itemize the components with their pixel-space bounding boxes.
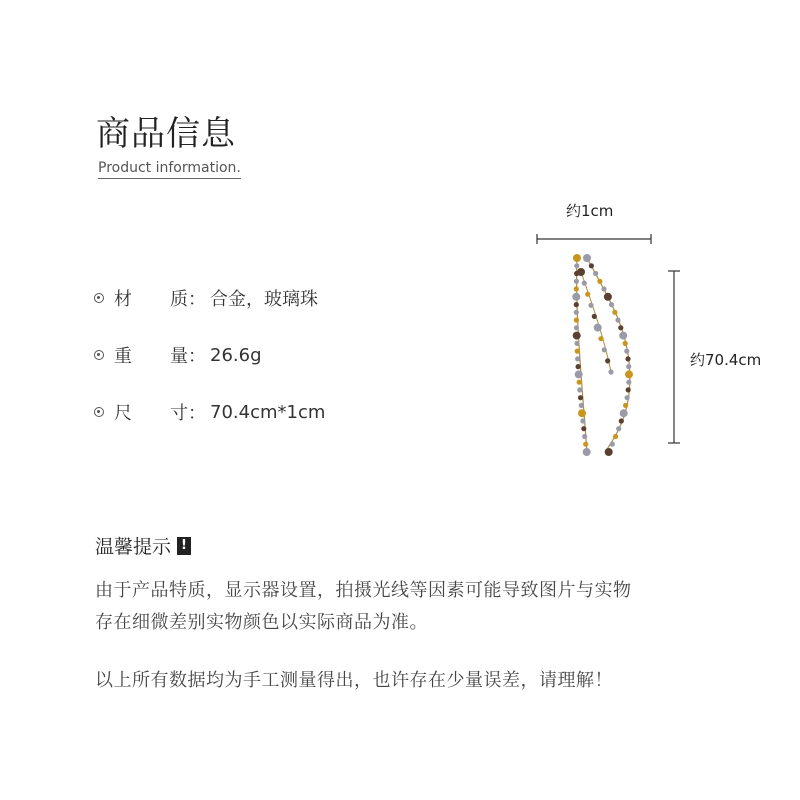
page-title: 商品信息 [96,114,236,154]
notice-title: 温馨提示 ! [95,532,191,559]
necklace-bead [618,325,623,330]
notice-line-1: 由于产品特质，显示器设置，拍摄光线等因素可能导致图片与实物 [95,580,632,601]
width-dimension-label: 约1cm [566,202,614,220]
necklace-bead [626,387,631,392]
necklace-bead [576,364,581,369]
necklace-bead [612,310,617,315]
necklace-bead [615,318,620,323]
necklace-bead [610,442,615,447]
spec-label: 重 量： [114,346,206,367]
necklace-bead [619,332,627,340]
necklace-bead [583,448,591,456]
necklace-bead [582,434,587,439]
necklace-bead [573,254,581,262]
necklace-bead [601,286,606,291]
notice-line-2: 存在细微差别实物颜色以实际商品为准。 [95,612,428,633]
necklace-bead [574,325,579,330]
necklace-bead [579,403,584,408]
necklace-bead [574,310,579,315]
spec-row-size [94,398,325,426]
bullet-icon [94,407,104,417]
necklace-bead [626,380,631,385]
bullet-icon [94,293,104,303]
necklace-beads [572,254,633,456]
necklace-bead [573,332,581,340]
necklace-bead [583,442,588,447]
bullet-icon [94,350,104,360]
necklace-bead [623,403,628,408]
necklace-bead [589,263,594,268]
necklace-bead [575,356,580,361]
necklace-bead [578,395,583,400]
necklace-bead [594,324,602,332]
necklace-bead [574,263,579,268]
necklace-bead [625,370,633,378]
necklace-bead [616,426,621,431]
spec-label: 材 质： [114,289,206,310]
spec-row-weight [94,341,262,369]
necklace-bead [585,292,590,297]
necklace-bead [598,336,603,341]
width-dimension-line [536,232,652,246]
necklace-bead [624,349,629,354]
necklace-bead [626,364,631,369]
necklace-bead [597,279,602,284]
necklace-bead [575,349,580,354]
necklace-bead [581,426,586,431]
necklace-bead [578,409,586,417]
notice-line-3: 以上所有数据均为手工测量得出，也许存在少量误差，请理解！ [95,670,613,691]
necklace-bead [572,293,580,301]
necklace-bead [605,358,610,363]
necklace-bead [604,293,612,301]
necklace-bead [582,281,587,286]
necklace-bead [575,370,583,378]
necklace-bead [577,380,582,385]
necklace-bead [625,356,630,361]
necklace-bead [577,387,582,392]
spec-value-size: 70.4cm*1cm [210,401,326,423]
necklace-bead [608,369,613,374]
page-subtitle: Product information. [98,160,241,179]
length-dimension-line [666,270,682,444]
spec-value-weight: 26.6g [210,344,262,366]
exclamation-icon: ! [177,537,191,555]
necklace-bead [580,418,585,423]
necklace-bead [592,314,597,319]
necklace-bead [574,302,579,307]
necklace-bead [619,418,624,423]
necklace-bead [620,409,628,417]
necklace-bead [574,279,579,284]
spec-row-material [94,284,318,312]
spec-label: 尺 寸： [114,403,206,424]
necklace-bead [593,271,598,276]
necklace-bead [613,434,618,439]
necklace-bead [588,303,593,308]
spec-value-material: 合金，玻璃珠 [210,289,318,310]
necklace-bead [605,448,613,456]
necklace-bead [574,341,579,346]
length-dimension-label: 约70.4cm [690,351,762,369]
necklace-bead [577,268,585,276]
necklace-bead [609,302,614,307]
necklace-image [565,252,655,462]
necklace-bead [583,254,591,262]
necklace-bead [602,347,607,352]
necklace-bead [574,318,579,323]
necklace-bead [623,341,628,346]
necklace-bead [574,286,579,291]
necklace-bead [625,395,630,400]
